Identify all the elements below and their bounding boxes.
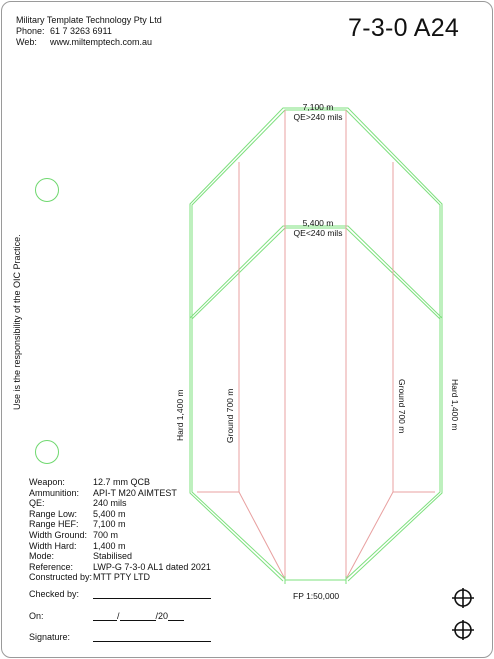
crosshair-logo-icon [451, 586, 475, 644]
phone-value: 61 7 3263 6911 [50, 26, 112, 36]
company-name: Military Template Technology Pty Ltd [16, 15, 162, 25]
phone-label: Phone: [16, 26, 45, 36]
info-row: Reference: LWP-G 7-3-0 AL1 dated 2021 [29, 561, 211, 572]
range-low-label [286, 218, 350, 238]
info-row: Mode: Stabilised [29, 551, 133, 562]
range-hef-qe: QE>240 mils [293, 112, 343, 122]
hard-left-label: Hard 1,400 m [175, 389, 185, 441]
range-low-distance: 5,400 m [302, 218, 334, 228]
ground-lines [197, 110, 435, 579]
ground-right-label: Ground 700 m [397, 379, 407, 434]
info-row: Width Ground: 700 m [29, 529, 119, 540]
range-hef-distance: 7,100 m [302, 102, 334, 112]
date-year-field[interactable] [168, 611, 184, 621]
date-day-field[interactable] [93, 611, 117, 621]
date-month-field[interactable] [120, 611, 156, 621]
hard-right-label: Hard 1,400 m [450, 379, 460, 431]
ground-left-label: Ground 700 m [225, 388, 235, 443]
info-row: Width Hard: 1,400 m [29, 540, 126, 551]
date-row: On: / /20 [29, 611, 184, 621]
info-row: QE: 240 mils [29, 498, 127, 509]
template-sheet [1, 1, 493, 658]
web-label: Web: [16, 37, 37, 47]
info-row: Ammunition: API-T M20 AIMTEST [29, 487, 177, 498]
fp-label: FP 1:50,000 [293, 591, 340, 601]
hard-hef-envelope [190, 108, 442, 581]
info-row: Range HEF: 7,100 m [29, 519, 126, 530]
template-code: 7-3-0 A24 [348, 14, 460, 42]
range-hef-label [286, 102, 350, 122]
range-low-qe: QE<240 mils [293, 228, 343, 238]
checked-by-row: Checked by: [29, 589, 211, 599]
checked-by-field[interactable] [93, 589, 211, 599]
info-block [29, 477, 211, 583]
info-row: Constructed by:MTT PTY LTD [29, 572, 151, 583]
hard-low-envelope [190, 226, 442, 319]
signature-row: Signature: [29, 632, 211, 642]
signature-field[interactable] [93, 632, 211, 642]
info-row: Weapon: 12.7 mm QCB [29, 477, 151, 487]
side-note: Use is the responsibility of the OIC Practice. [12, 234, 22, 410]
web-value: www.miltemptech.com.au [50, 37, 153, 47]
info-row: Range Low: 5,400 m [29, 508, 126, 519]
